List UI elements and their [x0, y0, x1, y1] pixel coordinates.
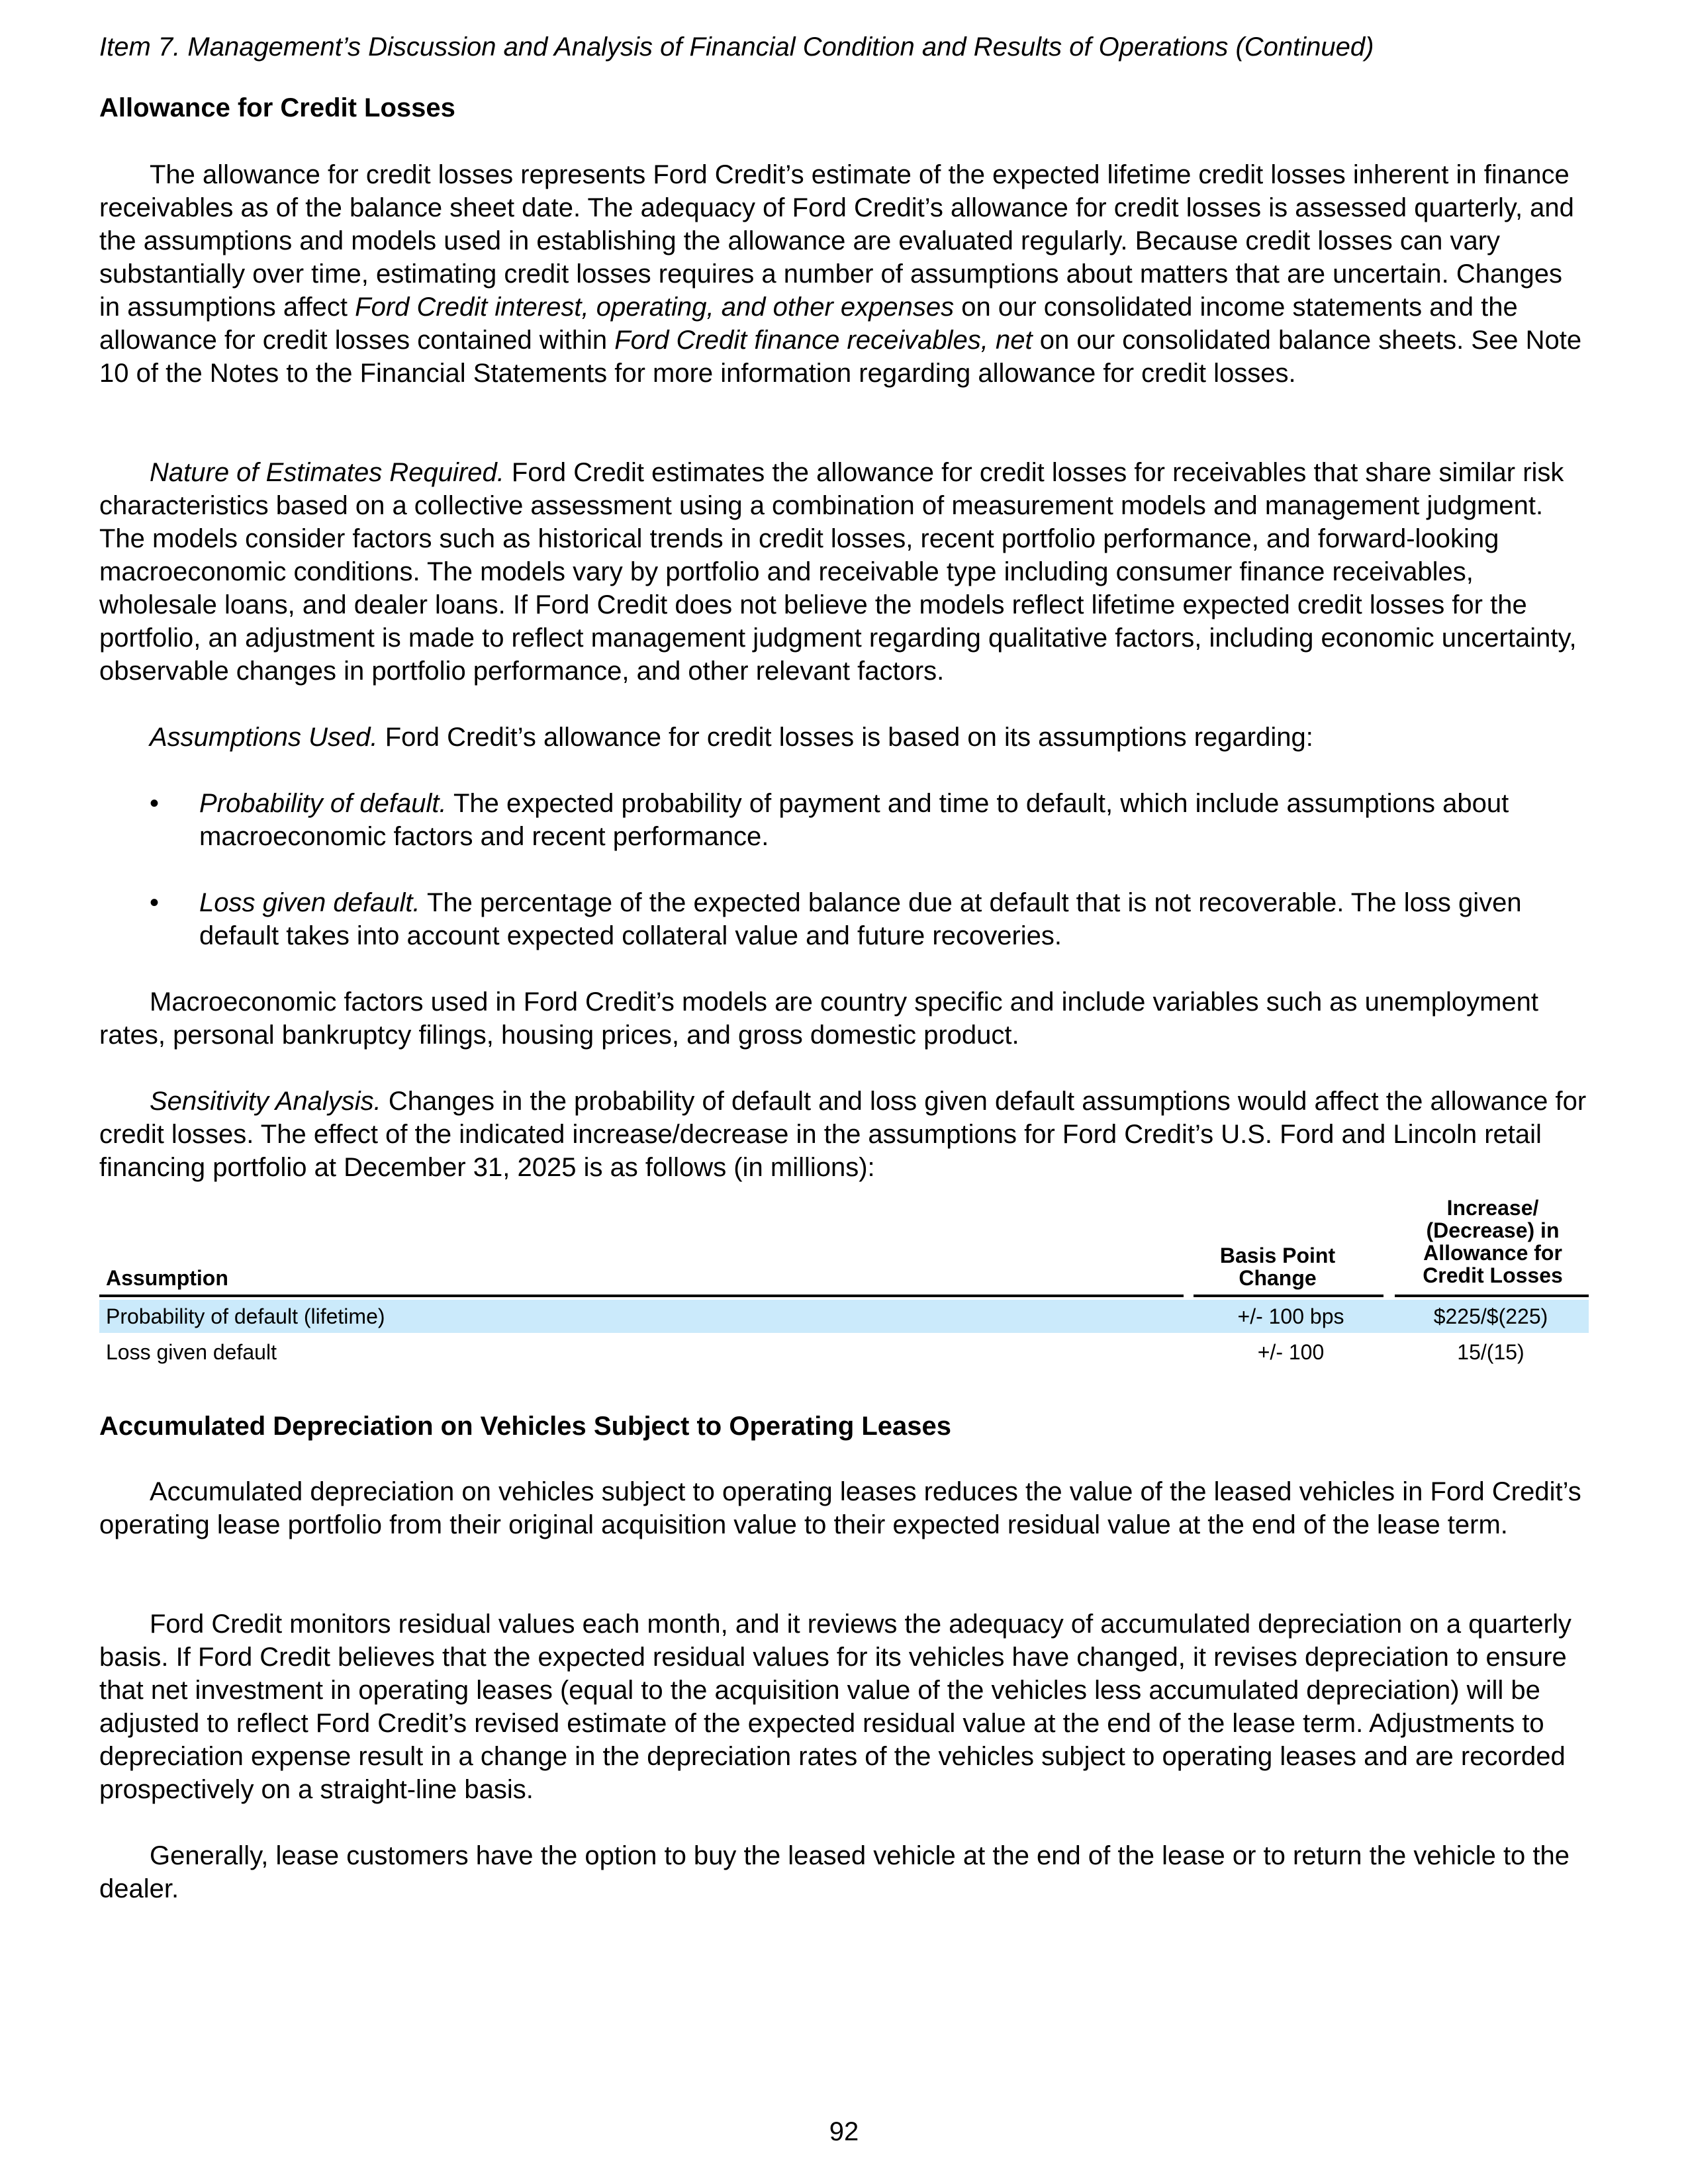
bullet-body: The expected probability of payment and time to default, which include assumptions about macroeconomic factors and recent performance.: [199, 789, 1509, 851]
text-run: on our consolidated income statements and the allowance for credit losses contained within: [99, 293, 1518, 355]
table-row: [99, 1336, 1589, 1369]
paragraph-assumptions-used: [99, 721, 1589, 754]
paragraph-text: Ford Credit’s allowance for credit losses is based on its assumptions regarding:: [377, 723, 1313, 752]
paragraph-nature-of-estimates: [99, 456, 1589, 688]
paragraph-lead: Assumptions Used.: [150, 723, 378, 752]
cell-assumption: Probability of default (lifetime): [106, 1304, 385, 1328]
running-head: Item 7. Management’s Discussion and Analysis of Financial Condition and Results of Operations (Continued): [99, 32, 1374, 62]
cell-basis-point-change: +/- 100 bps: [1237, 1304, 1344, 1328]
bullet-item: [99, 787, 1589, 853]
cell-assumption: Loss given default: [106, 1340, 277, 1364]
bullet-marker: •: [150, 789, 160, 818]
italic-term: Ford Credit finance receivables, net: [614, 326, 1033, 355]
bullet-lead: Probability of default.: [199, 789, 447, 818]
bullet-item: [99, 886, 1589, 952]
paragraph-lead: Nature of Estimates Required.: [150, 458, 504, 487]
bullet-text: [199, 886, 1589, 952]
section-heading-accumulated-depreciation: Accumulated Depreciation on Vehicles Subject to Operating Leases: [99, 1412, 952, 1441]
paragraph-lead: Sensitivity Analysis.: [150, 1087, 381, 1116]
cell-allowance-effect: $225/$(225): [1433, 1304, 1548, 1328]
header-rule: [1194, 1295, 1383, 1297]
paragraph-allowance-intro: [99, 158, 1589, 390]
bullet-lead: Loss given default.: [199, 888, 420, 917]
paragraph-accumulated-depreciation-intro: Accumulated depreciation on vehicles subject to operating leases reduces the value of the leased vehicles in Ford Credit’s operating lease portfolio from their original acquisition value to their expected residual value at the end of the lease term.: [99, 1477, 1581, 1539]
cell-allowance-effect: 15/(15): [1457, 1340, 1524, 1364]
column-header-basis-point-change: [1178, 1244, 1377, 1289]
text-run: on our consolidated balance sheets. See Note 10 of the Notes to the Financial Statements for more information regarding allowance for credit losses.: [99, 326, 1582, 388]
paragraph-macroeconomic-factors: Macroeconomic factors used in Ford Credit’s models are country specific and include variables such as unemployment rates, personal bankruptcy filings, housing prices, and gross domestic product.: [99, 987, 1539, 1050]
paragraph-text: Changes in the probability of default and loss given default assumptions would affect the allowance for credit losses. The effect of the indicated increase/decrease in the assumptions for Ford Credit’s U.S. Ford and Lincoln retail financing portfolio at December 31, 2025 is as follows (in millions):: [99, 1087, 1587, 1182]
page-number: 92: [829, 2117, 859, 2146]
header-line: Allowance for: [1423, 1241, 1562, 1265]
header-rule: [99, 1295, 1184, 1297]
column-header-assumption: Assumption: [106, 1266, 228, 1290]
paragraph-sensitivity-analysis: [99, 1085, 1589, 1184]
header-line: Change: [1239, 1266, 1317, 1290]
header-line: Basis Point: [1219, 1244, 1336, 1267]
column-header-allowance-effect: [1393, 1197, 1592, 1287]
section-heading-allowance: Allowance for Credit Losses: [99, 93, 455, 122]
paragraph-text: Ford Credit estimates the allowance for credit losses for receivables that share similar risk characteristics based on a collective assessment using a combination of measurement models and management judgment. The models consider factors such as historical trends in credit losses, recent portfolio performance, and forward-looking macroeconomic conditions. The models vary by portfolio and receivable type including consumer finance receivables, wholesale loans, and dealer loans. If Ford Credit does not believe the models reflect lifetime expected credit losses for the portfolio, an adjustment is made to reflect management judgment regarding qualitative factors, including economic uncertainty, observable changes in portfolio performance, and other relevant factors.: [99, 458, 1577, 686]
bullet-text: [199, 787, 1589, 853]
cell-basis-point-change: +/- 100: [1257, 1340, 1325, 1364]
header-rule: [1395, 1295, 1589, 1297]
header-line: Increase/: [1446, 1196, 1539, 1220]
paragraph-lease-customer-options: Generally, lease customers have the option to buy the leased vehicle at the end of the lease or to return the vehicle to the dealer.: [99, 1841, 1570, 1903]
table-row: [99, 1300, 1589, 1333]
paragraph-residual-value-monitoring: Ford Credit monitors residual values each month, and it reviews the adequacy of accumulated depreciation on a quarterly basis. If Ford Credit believes that the expected residual values for its vehicles have changed, it revises depreciation to ensure that net investment in operating leases (equal to the acquisition value of the vehicles less accumulated depreciation) will be adjusted to reflect Ford Credit’s revised estimate of the expected residual value at the end of the lease term. Adjustments to depreciation expense result in a change in the depreciation rates of the vehicles subject to operating leases and are recorded prospectively on a straight-line basis.: [99, 1610, 1571, 1804]
bullet-body: The percentage of the expected balance due at default that is not recoverable. The loss given default takes into account expected collateral value and future recoveries.: [199, 888, 1522, 950]
header-line: Credit Losses: [1423, 1263, 1563, 1287]
bullet-marker: •: [150, 888, 160, 917]
text-run: The allowance for credit losses represents Ford Credit’s estimate of the expected lifetime credit losses inherent in finance receivables as of the balance sheet date. The adequacy of Ford Credit’s allowance for credit losses is assessed quarterly, and the assumptions and models used in establishing the allowance are evaluated regularly. Because credit losses can vary substantially over time, estimating credit losses requires a number of assumptions about matters that are uncertain. Changes in assumptions affect: [99, 160, 1574, 322]
italic-term: Ford Credit interest, operating, and other expenses: [355, 293, 955, 322]
header-line: (Decrease) in: [1426, 1218, 1560, 1242]
